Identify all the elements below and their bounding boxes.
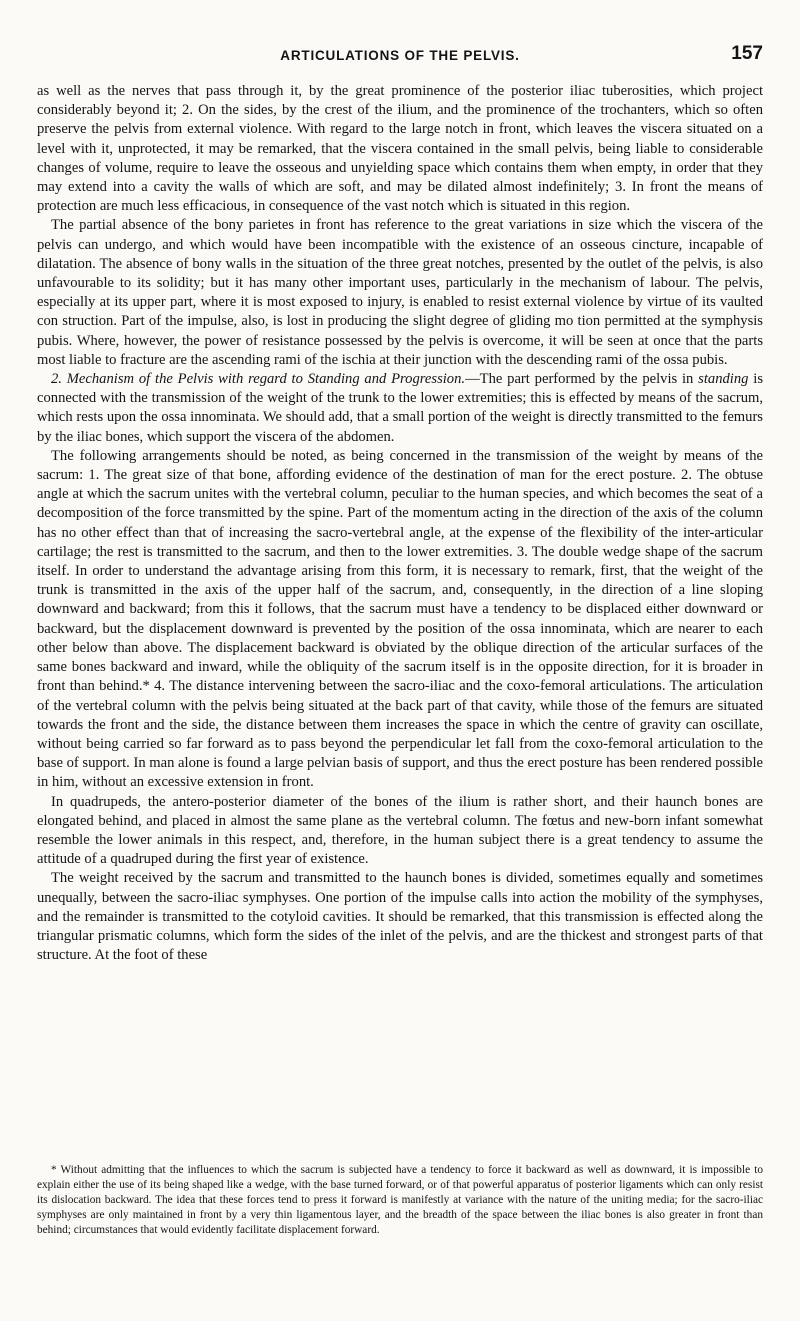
running-head [37,0,763,70]
mechanism-text-a: —The part performed by the pelvis in [465,371,694,388]
paragraph-arrangements: The following arrangements should be noted, as being concerned in the transmission of the weight by means of the sacrum: 1. The great size of that bone, affording evidence of the destination of man for the erect posture. 2. The obtuse angle at which the sacrum unites with the vertebral column, peculiar to the human species, and which becomes the seat of a decomposition of the force transmitted by the spine. Part of the momentum acting in the direction of the axis of the column has no other effect than that of increasing the sacro-vertebral angle, at the expense of the flexibility of the inter-articular cartilage; the rest is transmitted to the sacrum, and then to the lower extremities. 3. The double wedge shape of the sacrum itself. In order to understand the advantage arising from this form, it is necessary to remark, first, that the weight of the trunk is transmitted in the axis of the upper half of the sacrum, and, consequently, in the direction of a line sloping downward and backward; from this it follows, that the sacrum must have a tendency to be displaced either downward or backward, but the displacement downward is prevented by the position of the ossa innominata, which are nearer to each other below than above. The displacement backward is obviated by the oblique direction of the articular surfaces of the same bones backward and inward, while the obliquity of the sacrum itself is in the opposite direction, for it is broader in front than behind.* 4. The distance intervening between the sacro-iliac and the coxo-femoral articulations. The articulation of the vertebral column with the pelvis being situated at the back part of that cavity, while those of the femurs are situated towards the front and the side, the distance between them increases the space in which the centre of gravity can oscillate, without being carried so far forward as to pass beyond the perpendicular let fall from the coxo-femoral articulation to the base of support. In man alone is found a large pelvian basis of support, and thus the erect posture has been rendered possible in him, without an excessive extension in front. [37,447,763,791]
paragraph-weight-division: The weight received by the sacrum and transmitted to the haunch bones is divided, sometimes equally and sometimes unequally, between the sacro-iliac symphyses. One portion of the impulse calls into action the mobility of the symphyses, and the remainder is transmitted to the cotyloid cavities. It should be remarked, that this transmission is effected along the triangular prismatic columns, which form the sides of the inlet of the pelvis, and are the thickest and strongest parts of that structure. At the foot of these [37,870,763,964]
paragraph-mechanism [37,370,763,447]
paragraph-quadrupeds: In quadrupeds, the antero-posterior diameter of the bones of the ilium is rather short, and their haunch bones are elongated behind, and placed in almost the same plane as the vertebral column. The fœtus and new-born infant somewhat resemble the lower animals in this respect, and, therefore, in the human subject there is a great tendency to assume the attitude of a quadruped during the first year of existence. [37,793,763,868]
mechanism-emphasis-standing: standing [698,371,749,388]
paragraph-bony-parietes: The partial absence of the bony parietes in front has reference to the great variations in size which the viscera of the pelvis can undergo, and which would have been incompatible with the existence of an osseous cincture, incapable of dilatation. The absence of bony walls in the situation of the three great notches, presented by the outlet of the pelvis, is also unfavourable to its solidity; but it has many other important uses, particularly in the mechanism of labour. The pelvis, especially at its upper part, where it is most exposed to injury, is enabled to resist external violence by virtue of its vaulted con struction. Part of the impulse, also, is lost in producing the slight degree of gliding mo tion permitted at the symphysis pubis. Where, however, the power of resistance possessed by the pelvis is overcome, it will be seen at once that the parts most liable to fracture are the ascending rami of the ischia at their junction with the descending rami of the ossa pubis. [37,217,763,368]
page-number: 157 [731,43,763,64]
footnote [37,1163,763,1238]
mechanism-text-b: is connected with the transmission of the weight of the trunk to the lower extremities; this is effected by means of the sacrum, which rests upon the ossa innominata. We should add, that a small portion of the weight is directly transmitted to the femurs by the iliac bones, which support the viscera of the abdomen. [37,371,764,445]
running-title: ARTICULATIONS OF THE PELVIS. [280,48,520,63]
footnote-text: * Without admitting that the influences to which the sacrum is subjected have a tendency to force it backward as well as downward, it is impossible to explain either the use of its being shaped like a wedge, with the base turned forward, or of that powerful apparatus of posterior ligaments which can only resist its dislocation backward. The idea that these forces tend to press it forward is manifestly at variance with the nature of the uniting media; for the sacro-iliac symphyses are only maintained in front by a very thin ligamentous layer, and the breadth of the space between the iliac bones is also greater in front than behind; circumstances that would evidently facilitate displacement forward. [37,1164,763,1236]
body-text [37,82,763,965]
section-heading-mechanism: 2. Mechanism of the Pelvis with regard to Standing and Progression. [51,371,466,388]
paragraph-protection: as well as the nerves that pass through it, by the great prominence of the posterior iliac tuberosities, which project considerably beyond it; 2. On the sides, by the crest of the ilium, and the prominence of the trochanters, which so often preserve the pelvis from external violence. With regard to the large notch in front, which leaves the viscera situated on a level with it, unprotected, it may be remarked, that the viscera contained in the small pelvis, being liable to considerable changes of volume, require to leave the osseous and unyielding space which contains them when empty, in order that they may extend into a cavity the walls of which are soft, and may be dilated almost indefinitely; 3. In front the means of protection are much less efficacious, in consequence of the vast notch which is situated in this region. [37,83,763,215]
